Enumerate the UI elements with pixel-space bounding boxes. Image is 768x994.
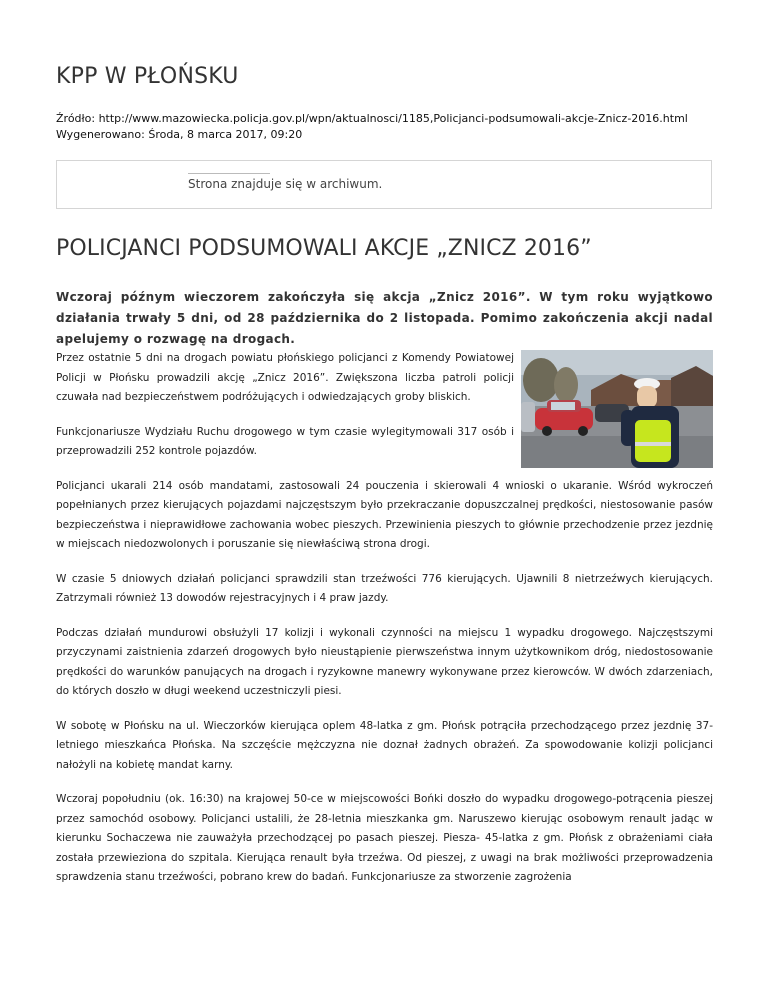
article-body — [56, 349, 713, 903]
article-paragraph: Przez ostatnie 5 dni na drogach powiatu płońskiego policjanci z Komendy Powiatowej Policji w Płońsku prowadzili akcję „Znicz 2016”. Zwiększona liczba patroli policji czuwała nad bezpieczeństwem podróżujących i odwiedzających groby bliskich. — [56, 352, 514, 403]
article-paragraph: Policjanci ukarali 214 osób mandatami, zastosowali 24 pouczenia i skierowali 4 wnioski o ukaranie. Wśród wykroczeń popełnianych przez kierujących pojazdami najczęstszym było przekraczanie dopuszczalnej prędkości, niestosowanie pasów bezpieczeństwa i nieprawidłowe zachowania wobec pieszych. Przewinienia pieszych to głównie przechodzenie przez jezdnię w miejscach niedozwolonych i poruszanie się niewłaściwą strona drogi. — [56, 479, 713, 550]
archive-notice-box — [56, 160, 712, 209]
article-paragraph: W sobotę w Płońsku na ul. Wieczorków kierująca oplem 48-latka z gm. Płońsk potrąciła przechodzącego przez jezdnię 37-letniego mieszkańca Płońska. Na szczęście mężczyzna nie doznał żadnych obrażeń. Za spowodowanie kolizji policjanci nałożyli na kobietę mandat karny. — [56, 719, 713, 771]
archive-notice: Strona znajduje się w archiwum. — [188, 177, 383, 191]
generated-date: Wygenerowano: Środa, 8 marca 2017, 09:20 — [56, 128, 303, 141]
article-paragraph: Wczoraj popołudniu (ok. 16:30) na krajowej 50-ce w miejscowości Bońki doszło do wypadku drogowego-potrącenia pieszej przez samochód osobowy. Policjanci ustalili, że 28-letnia mieszkanka gm. Naruszewo kierując osobowym renault jadąc w kierunku Sochaczewa nie zauważyła przechodzącej po pasach pieszej. Piesza- 45-latka z gm. Płońsk z obrażeniami ciała została przewieziona do szpitala. Kierująca renault była trzeźwa. Od pieszej, z uwagi na brak możliwości przeprowadzenia sprawdzenia stanu trzeźwości, pobrano krew do badań. Funkcjonariusze za stworzenie zagrożenia — [56, 793, 713, 883]
site-title: KPP W PŁOŃSKU — [56, 64, 239, 89]
article-lead: Wczoraj późnym wieczorem zakończyła się akcja „Znicz 2016”. W tym roku wyjątkowo działania trwały 5 dni, od 28 października do 2 listopada. Pomimo zakończenia akcji nadal apelujemy o rozwagę na drogach. — [56, 290, 713, 346]
article-paragraph: Podczas działań mundurowi obsłużyli 17 kolizji i wykonali czynności na miejscu 1 wypadku drogowego. Najczęstszymi przyczynami zaistnienia zdarzeń drogowych było nieustąpienie pierwszeństwa innym użytkownikom dróg, niedostosowanie prędkości do warunków panujących na drogach i ryzykowne manewry wykonywane przez kierowców. W dwóch zdarzeniach, do których doszło w długi weekend uczestniczyli piesi. — [56, 626, 713, 697]
archive-divider — [188, 173, 270, 174]
article-paragraph: Funkcjonariusze Wydziału Ruchu drogowego w tym czasie wylegitymowali 317 osób i przeprowadzili 252 kontrole pojazdów. — [56, 425, 514, 457]
article-paragraph: W czasie 5 dniowych działań policjanci sprawdzili stan trzeźwości 776 kierujących. Ujawnili 8 nietrzeźwych kierujących. Zatrzymali również 13 dowodów rejestracyjnych i 4 praw jazdy. — [56, 572, 713, 604]
article-title: POLICJANCI PODSUMOWALI AKCJE „ZNICZ 2016” — [56, 236, 592, 261]
article-photo — [521, 350, 713, 468]
source-url: Źródło: http://www.mazowiecka.policja.gov.pl/wpn/aktualnosci/1185,Policjanci-podsumowali-akcje-Znicz-2016.html — [56, 112, 688, 125]
page-meta — [56, 111, 688, 143]
